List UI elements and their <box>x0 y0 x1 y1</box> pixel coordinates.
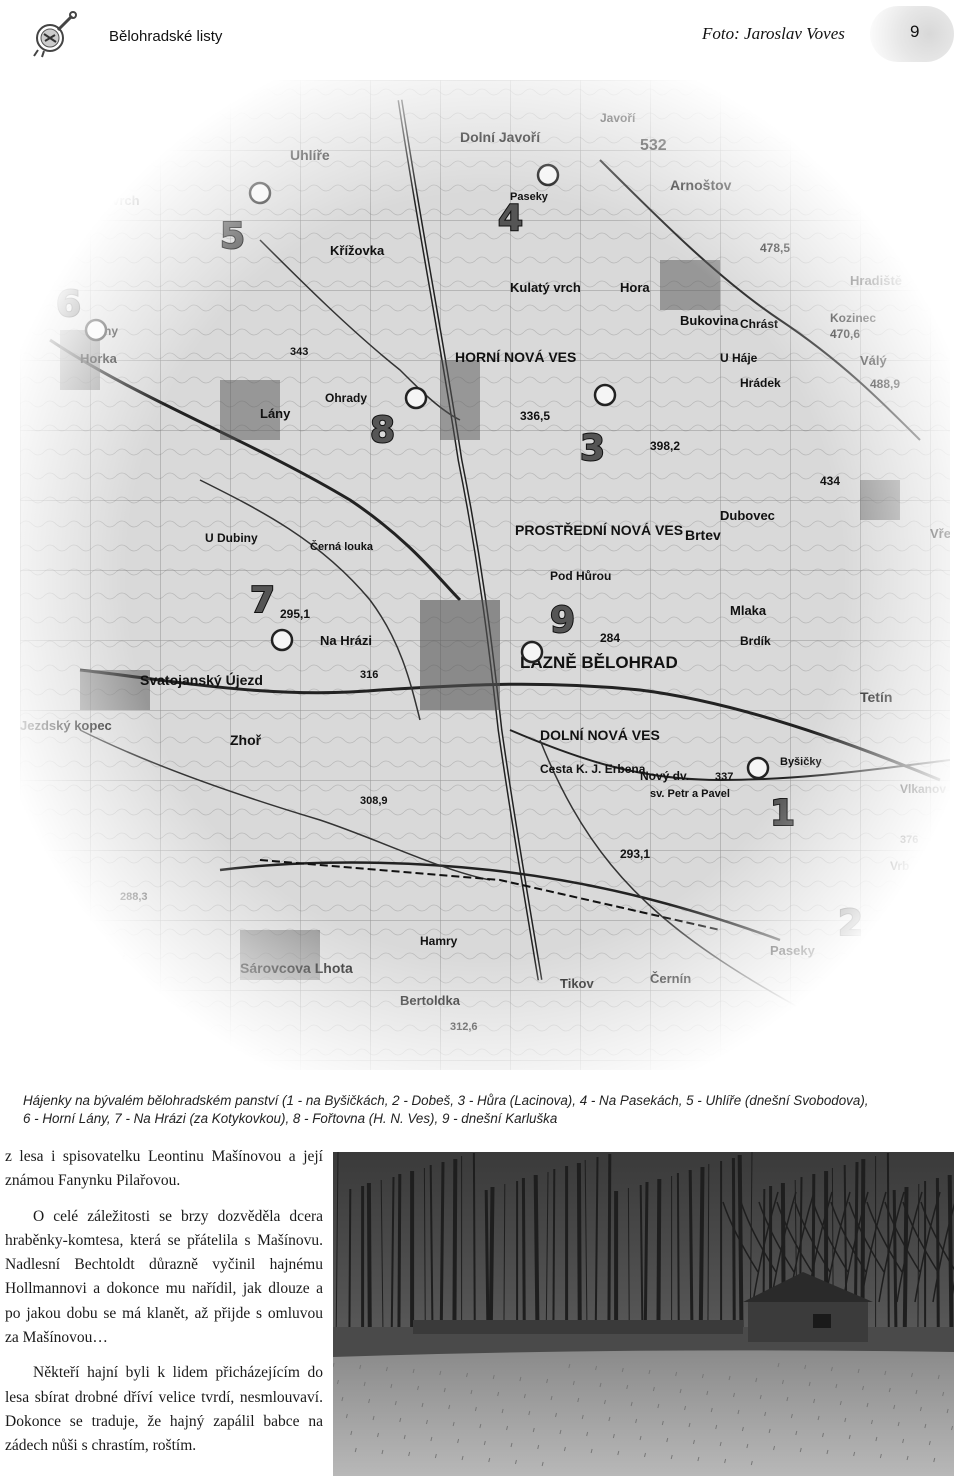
historical-map <box>20 80 950 1070</box>
map-caption <box>23 1092 953 1128</box>
page-number: 9 <box>910 22 920 41</box>
photo-credit: Foto: Jaroslav Voves <box>702 24 845 43</box>
page-header <box>0 0 960 70</box>
forest-photo-drawing <box>333 1152 954 1476</box>
paragraph-2: O celé záležitosti se brzy dozvěděla dcera hraběnky-komtesa, která se přátelila s Mašínovu. Nadlesní Bechtoldt důrazně vyčinil hajnému Hollmannovi a dokonce mu nařídil, jak dlouze a po jakou dobu se má klanět, až přijde s omluvou za Mašínovou… <box>5 1207 323 1347</box>
paragraph-3: Někteří hajní byli k lidem přicházejícím do lesa sbírat drobné dříví velice tvrdí, nesmlouvaví. Dokonce se traduje, že hajný zapálil babce na zádech nůši s chrastím, roštím. <box>5 1364 323 1455</box>
paragraph-1: z lesa i spisovatelku Leontinu Mašínovou a její známou Fanynku Pilařovou. <box>5 1148 323 1190</box>
caption-line-2: 6 - Horní Lány, 7 - Na Hrázi (za Kotykovkou), 8 - Fořtovna (H. N. Ves), 9 - dnešní Karluška <box>23 1111 558 1126</box>
key-emblem-icon <box>28 10 78 60</box>
forest-lodge-photo <box>333 1152 954 1476</box>
caption-line-1: Hájenky na bývalém bělohradském panství (1 - na Byšičkách, 2 - Dobeš, 3 - Hůra (Lacinova), 4 - Na Pasekách, 5 - Uhlíře (dnešní Svobodova), <box>23 1093 869 1108</box>
publication-title: Bělohradské listy <box>109 28 223 45</box>
article-text <box>5 1145 323 1459</box>
map-drawing <box>20 80 950 1070</box>
